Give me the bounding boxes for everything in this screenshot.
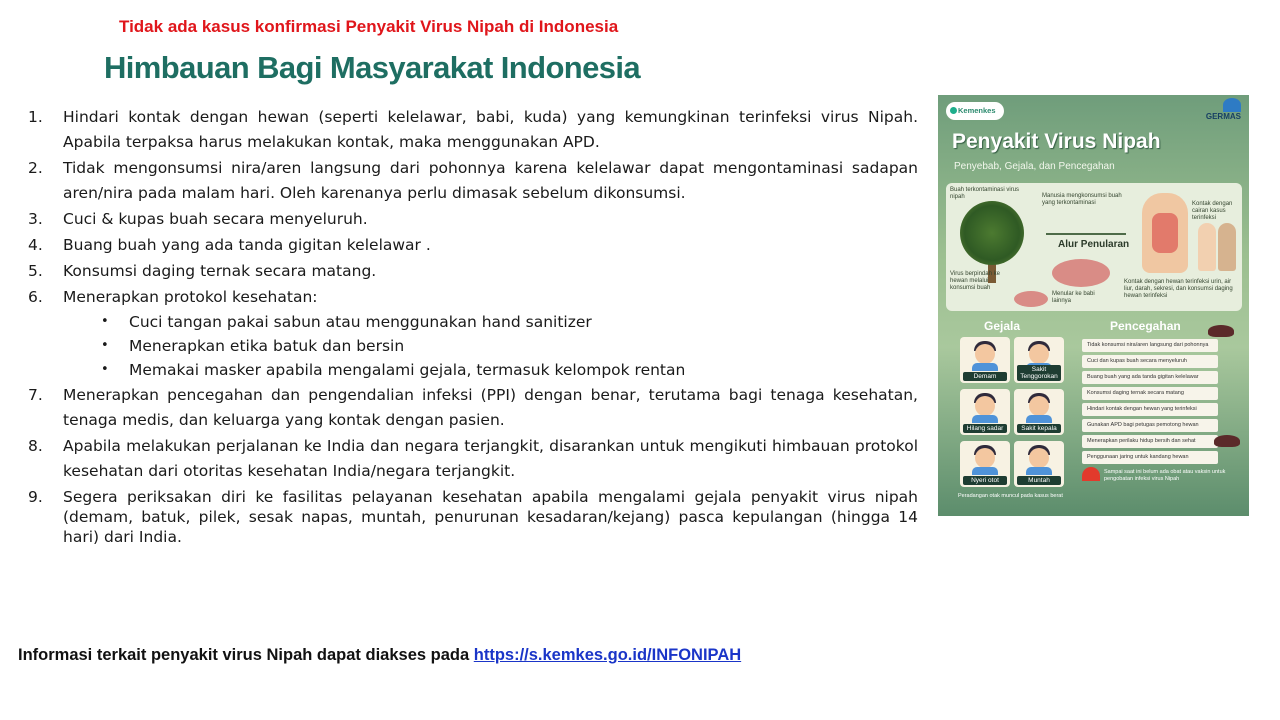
symptom-card	[1014, 441, 1064, 487]
protocol-list	[63, 310, 918, 382]
germas-logo	[1206, 98, 1241, 121]
prevention-item: Menerapkan perilaku hidup bersih dan sehat	[1082, 435, 1218, 448]
protocol-item	[63, 358, 918, 382]
protocol-text: Memakai masker apabila mengalami gejala, termasuk kelompok rentan	[129, 361, 686, 379]
guideline-text: Hindari kontak dengan hewan (seperti kelelawar, babi, kuda) yang kemungkinan terinfeksi virus Nipah. Apabila terpaksa harus melakukan kontak, maka menggunakan APD.	[63, 108, 918, 151]
bat-illustration	[1208, 325, 1234, 337]
footer-text: Informasi terkait penyakit virus Nipah dapat diakses pada	[18, 646, 474, 664]
infonipah-link[interactable]: https://s.kemkes.go.id/INFONIPAH	[473, 646, 742, 664]
protocol-item	[63, 334, 918, 358]
bullet-icon: •	[101, 362, 109, 377]
protocol-text: Menerapkan etika batuk dan bersin	[129, 337, 405, 355]
pig-note: Menular ke babi lainnya	[1052, 291, 1095, 304]
face-icon	[1029, 396, 1049, 416]
symptom-label: Muntah	[1017, 476, 1061, 485]
prevention-item: Konsumsi daging ternak secara matang	[1082, 387, 1218, 400]
symptom-card	[960, 337, 1010, 383]
transmission-panel	[946, 183, 1242, 311]
symptom-card	[960, 441, 1010, 487]
guideline-text: Apabila melakukan perjalanan ke India dan negara terjangkit, disarankan untuk mengikuti himbauan protokol kesehatan dari otoritas kesehatan India/negara terjangkit.	[63, 437, 918, 480]
prevention-item: Buang buah yang ada tanda gigitan kelelawar	[1082, 371, 1218, 384]
tree-note: Buah terkontaminasi virus nipah	[950, 187, 1020, 200]
guideline-number: 3.	[28, 210, 43, 228]
symptoms-heading: Gejala	[984, 319, 1021, 333]
animal-note: Kontak dengan hewan terinfeksi urin, air liur, darah, sekresi, dan konsumsi daging hewan terinfeksi	[1124, 279, 1233, 299]
face-icon	[1029, 448, 1049, 468]
shirt-shape	[1026, 415, 1052, 423]
palm-tree-illustration	[960, 201, 1024, 265]
guideline-text: Segera periksakan diri ke fasilitas pelayanan kesehatan apabila mengalami gejala penyakit virus nipah (demam, batuk, pilek, sesak napas, muntah, penurunan kesadaran/kejang) pasca kepulangan (hingga 14 hari) dari India.	[63, 488, 918, 546]
guideline-item	[28, 434, 918, 484]
alert-siren-icon	[1082, 467, 1100, 481]
pig-illustration	[1052, 259, 1110, 287]
transmission-flow-label: Alur Penularan	[1058, 239, 1130, 250]
shirt-shape	[1026, 467, 1052, 475]
human-note: Manusia mengkonsumsi buah yang terkontaminasi	[1042, 193, 1122, 206]
guideline-number: 5.	[28, 262, 43, 280]
guideline-item	[28, 233, 918, 258]
alert-note: Sampai saat ini belum ada obat atau vaksin untuk pengobatan infeksi virus Nipah	[1104, 469, 1226, 482]
prevention-item: Hindari kontak dengan hewan yang terinfeksi	[1082, 403, 1218, 416]
bullet-icon: •	[101, 314, 109, 329]
guideline-item	[28, 259, 918, 284]
guideline-text: Menerapkan pencegahan dan pengendalian infeksi (PPI) dengan benar, terutama bagi tenaga kesehatan, tenaga medis, dan keluarga yang kontak dengan pasien.	[63, 386, 918, 429]
kemenkes-logo	[946, 102, 1004, 120]
guideline-number: 6.	[28, 288, 43, 306]
symptoms-prevention-panel	[946, 317, 1242, 512]
guideline-item	[28, 485, 918, 547]
guideline-number: 8.	[28, 437, 43, 455]
symptom-card	[1014, 337, 1064, 383]
poster-title: Penyakit Virus Nipah	[952, 130, 1161, 153]
bat-illustration	[1214, 435, 1240, 447]
guideline-number: 7.	[28, 386, 43, 404]
nipah-poster	[938, 95, 1249, 516]
guideline-list	[28, 105, 918, 548]
flow-arrow	[1046, 233, 1126, 235]
symptom-card	[960, 389, 1010, 435]
germas-brand-text: GERMAS	[1205, 112, 1241, 121]
poster-subtitle: Penyebab, Gejala, dan Pencegahan	[954, 161, 1115, 172]
prevention-item: Tidak konsumsi nira/aren langsung dari pohonnya	[1082, 339, 1218, 352]
pig-illustration	[1014, 291, 1048, 307]
guideline-item	[28, 105, 918, 155]
guideline-text: Buang buah yang ada tanda gigitan kelelawar .	[63, 236, 431, 254]
kemenkes-brand-text: Kemenkes	[958, 106, 996, 115]
symptom-card	[1014, 389, 1064, 435]
symptom-label: Sakit Tenggorokan	[1017, 365, 1061, 381]
guideline-text: Cuci & kupas buah secara menyeluruh.	[63, 210, 368, 228]
guideline-number: 2.	[28, 159, 43, 177]
bullet-icon: •	[101, 338, 109, 353]
protocol-text: Cuci tangan pakai sabun atau menggunakan hand sanitizer	[129, 313, 592, 331]
symptom-label: Hilang sadar	[963, 424, 1007, 433]
face-icon	[975, 448, 995, 468]
guideline-text: Konsumsi daging ternak secara matang.	[63, 262, 377, 280]
person-illustration	[1218, 223, 1236, 271]
germas-logo-icon	[1223, 98, 1241, 112]
prevention-heading: Pencegahan	[1110, 319, 1181, 333]
symptom-label: Sakit kepala	[1017, 424, 1061, 433]
face-icon	[975, 396, 995, 416]
face-icon	[1029, 344, 1049, 364]
footer-info	[18, 646, 741, 665]
kemenkes-logo-icon	[950, 107, 957, 114]
symptom-label: Nyeri otot	[963, 476, 1007, 485]
symptom-note: Peradangan otak muncul pada kasus berat	[958, 493, 1063, 499]
shirt-shape	[972, 415, 998, 423]
guideline-text: Menerapkan protokol kesehatan:	[63, 288, 318, 306]
notice-text: Tidak ada kasus konfirmasi Penyakit Virus Nipah di Indonesia	[119, 17, 619, 36]
guideline-text: Tidak mengonsumsi nira/aren langsung dari pohonnya karena kelelawar dapat mengontaminasi sadapan aren/nira pada malam hari. Oleh karenanya perlu dimasak sebelum dikonsumsi.	[63, 159, 918, 202]
prevention-item: Cuci dan kupas buah secara menyeluruh	[1082, 355, 1218, 368]
guideline-item	[28, 207, 918, 232]
guideline-number: 4.	[28, 236, 43, 254]
guideline-item	[28, 156, 918, 206]
page-title: Himbauan Bagi Masyarakat Indonesia	[104, 50, 641, 85]
face-icon	[975, 344, 995, 364]
shirt-shape	[972, 363, 998, 371]
spread-note: Virus berpindah ke hewan melalui konsumsi buah	[950, 271, 1000, 291]
symptom-label: Demam	[963, 372, 1007, 381]
guideline-number: 9.	[28, 488, 43, 506]
prevention-item: Gunakan APD bagi petugas pemotong hewan	[1082, 419, 1218, 432]
person-illustration	[1198, 223, 1216, 271]
fluid-note: Kontak dengan cairan kasus terinfeksi	[1192, 201, 1233, 221]
prevention-item: Penggunaan jaring untuk kandang hewan	[1082, 451, 1218, 464]
guideline-item	[28, 285, 918, 382]
guideline-number: 1.	[28, 108, 43, 126]
shirt-shape	[972, 467, 998, 475]
protocol-item	[63, 310, 918, 334]
organs-illustration	[1152, 213, 1178, 253]
guideline-item	[28, 383, 918, 433]
